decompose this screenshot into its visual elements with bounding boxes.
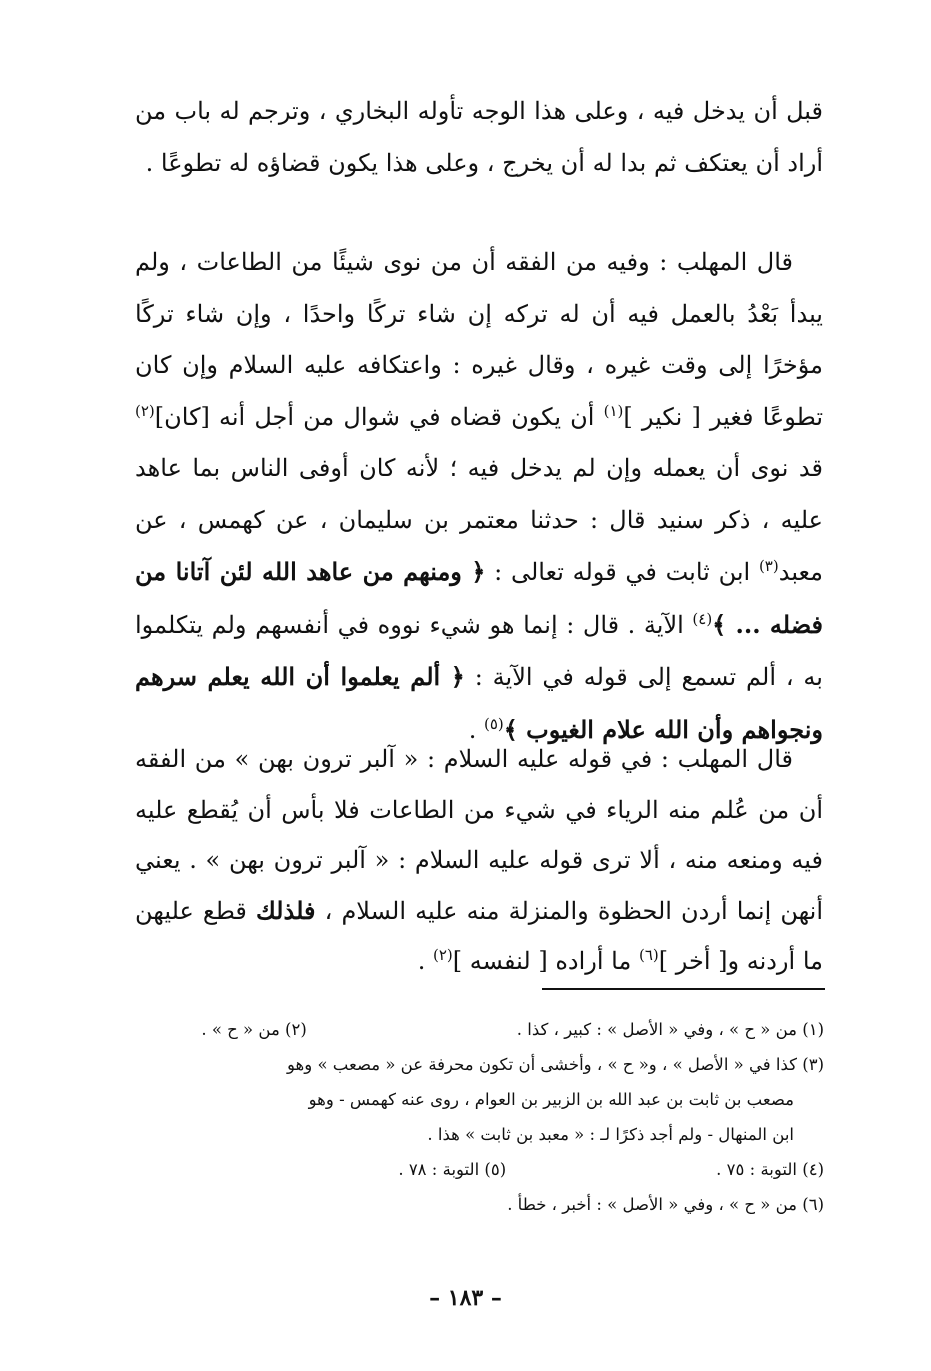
paragraph-2-text-e: الآية . قال : إنما هو شيء نووه في أنفسهم ولم يتكلموا به ، ألم تسمع إلى قوله في الآية : bbox=[135, 610, 823, 691]
footnote-ref-2b: (٢) bbox=[432, 946, 453, 964]
footnote-ref-1: (١) bbox=[603, 401, 624, 420]
paragraph-3-text-c: ما أراده [ لنفسه ] bbox=[452, 947, 639, 975]
paragraph-3-text-b: قطع عليهن ما أردنه و[ أخر ] bbox=[135, 896, 823, 975]
paragraph-2-text-f: . bbox=[468, 715, 484, 744]
paragraph-3-bold-word: فلذلك bbox=[255, 895, 316, 925]
paragraph-2-text-d: ابن ثابت في قوله تعالى : bbox=[485, 558, 759, 586]
quran-verse-2: ﴿ ألم يعلموا أن الله يعلم سرهم ونجواهم وأن الله علام الغيوب ﴾ bbox=[135, 662, 823, 744]
footnote-4: (٤) التوبة : ٧٥ . bbox=[716, 1160, 824, 1179]
paragraph-3-text-d: . bbox=[417, 947, 433, 975]
paragraph-2-text-a: قال المهلب : وفيه من الفقه أن من نوى شيئًا من الطاعات ، ولم يبدأ بَعْدُ بالعمل فيه أن له تركه إن شاء تركًا واحدًا ، وإن شاء تركًا مؤخرًا إلى وقت غيره ، وقال غيره : واعتكافه عليه السلام وإن كان تطوعًا فغير [ نكير ] bbox=[135, 248, 824, 431]
footnotes bbox=[140, 1012, 824, 1222]
paragraph-3-text-a: قال المهلب : في قوله عليه السلام : « آلبر ترون بهن » من الفقه أن من عُلم منه الرياء في شيء من الطاعات فلا بأس أن يُقطع عليه فيه ومنعه منه ، ألا ترى قوله عليه السلام : « آلبر ترون بهن » . يعني أنهن إنما أردن الحظوة والمنزلة منه عليه السلام ، bbox=[135, 745, 824, 925]
paragraph-1 bbox=[135, 85, 823, 189]
footnote-ref-4: (٤) bbox=[692, 609, 713, 628]
footnote-3-line-2: مصعب بن ثابت بن عبد الله بن الزبير بن العوام ، روى عنه كهمس - وهو bbox=[308, 1090, 794, 1109]
footnote-ref-6: (٦) bbox=[638, 946, 659, 964]
paragraph-2 bbox=[135, 237, 823, 756]
footnote-5: (٥) التوبة : ٧٨ . bbox=[398, 1160, 507, 1179]
footnote-row-4-5 bbox=[140, 1152, 824, 1187]
quran-verse-1: ﴿ ومنهم من عاهد الله لئن آتانا من فضله ... ﴾ bbox=[135, 557, 824, 639]
footnote-1: (١) من « ح » ، وفي « الأصل » : كبير ، كذا . bbox=[516, 1020, 824, 1039]
paragraph-2-text-c: قد نوى أن يعمله وإن لم يدخل فيه ؛ لأنه كان أوفى الناس بما عاهد عليه ، ذكر سنيد قال : حدثنا معتمر بن سليمان ، عن كهمس ، عن معبد bbox=[135, 454, 823, 586]
footnote-separator bbox=[542, 988, 825, 990]
footnote-6: (٦) من « ح » ، وفي « الأصل » : أخبر ، خطأ . bbox=[507, 1195, 824, 1214]
footnote-ref-5: (٥) bbox=[483, 714, 504, 733]
page-number: – ١٨٣ – bbox=[429, 1285, 502, 1311]
paragraph-1-text: قبل أن يدخل فيه ، وعلى هذا الوجه تأوله البخاري ، وترجم له باب من أراد أن يعتكف ثم بدا له أن يخرج ، وعلى هذا يكون قضاؤه له تطوعًا . bbox=[135, 97, 823, 177]
footnote-ref-2: (٢) bbox=[135, 401, 155, 420]
footnote-2: (٢) من « ح » . bbox=[201, 1020, 307, 1039]
footnote-3-line-3: ابن المنهال - ولم أجد ذكرًا لـ : « معبد بن ثابت » هذا . bbox=[427, 1125, 794, 1144]
footnote-ref-3: (٣) bbox=[758, 557, 779, 575]
footnote-row-1-2 bbox=[140, 1012, 824, 1047]
paragraph-3 bbox=[135, 734, 823, 987]
paragraph-2-text-b: أن يكون قضاه في شوال من أجل أنه [كان] bbox=[154, 402, 604, 431]
footnote-3-line-1: (٣) كذا في « الأصل » ، و« ح » ، وأخشى أن تكون محرفة عن « مصعب » وهو bbox=[287, 1055, 824, 1074]
